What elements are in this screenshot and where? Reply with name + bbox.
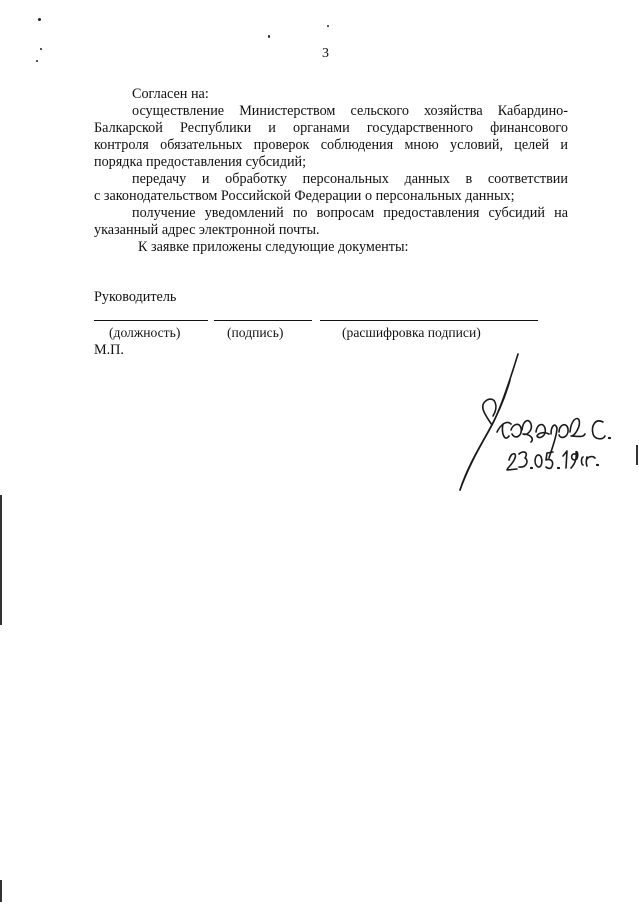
scan-speck (327, 25, 329, 27)
attachments-line: К заявке приложены следующие документы: (138, 239, 409, 255)
page-number: 3 (322, 46, 329, 61)
scan-speck (38, 18, 41, 21)
scan-edge-mark (636, 445, 638, 465)
consent-item-line: указанный адрес электронной почты. (94, 222, 320, 238)
consent-item-line: контроля обязательных проверок соблюдения мною условий, целей и (94, 137, 568, 153)
signature-caption: (подпись) (227, 325, 284, 340)
scan-speck (36, 60, 38, 62)
handwritten-signature (455, 350, 630, 495)
seal-label: М.П. (94, 342, 124, 358)
consent-item-line: с законодательством Российской Федерации о персональных данных; (94, 188, 515, 204)
scan-speck (268, 35, 270, 38)
consent-heading: Согласен на: (132, 86, 209, 102)
head-label: Руководитель (94, 289, 177, 305)
consent-item-line: порядка предоставления субсидий; (94, 154, 307, 170)
consent-item-line: осуществление Министерством сельского хозяйства Кабардино- (132, 103, 568, 119)
scan-edge-mark (0, 495, 2, 625)
transcript-caption: (расшифровка подписи) (342, 325, 481, 340)
position-caption: (должность) (109, 325, 181, 340)
scan-edge-mark (0, 880, 2, 902)
consent-item-line: передачу и обработку персональных данных в соответствии (132, 171, 568, 187)
signature-line (214, 320, 312, 321)
consent-item-line: Балкарской Республики и органами государственного финансового (94, 120, 568, 136)
transcript-signature-line (320, 320, 538, 321)
scan-speck (40, 48, 42, 50)
consent-item-line: получение уведомлений по вопросам предоставления субсидий на (132, 205, 568, 221)
position-signature-line (94, 320, 208, 321)
